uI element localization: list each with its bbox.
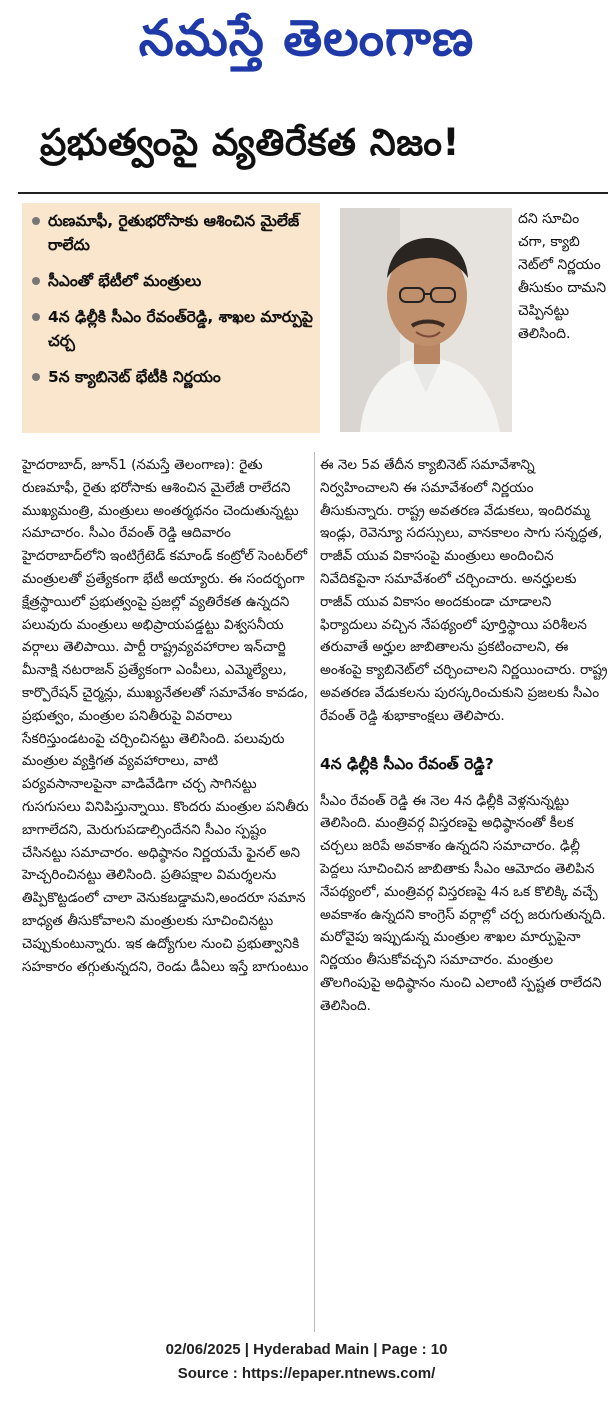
footer-source-line: Source : https://epaper.ntnews.com/ — [177, 1365, 436, 1382]
highlight-text: సీఎంతో భేటీలో మంత్రులు — [48, 272, 202, 290]
column-divider — [314, 452, 315, 1332]
highlights-box — [22, 203, 320, 433]
article-column-right — [320, 454, 610, 1018]
portrait-image — [340, 208, 512, 432]
highlight-item — [30, 209, 314, 257]
photo-side-text: దని సూచిం చగా, క్యాబి నెట్‌లో నిర్ణయం తీసుకుం దామని చెప్పినట్టు తెలిసింది. — [518, 211, 607, 342]
article-paragraph: ఈ నెల 5వ తేదీన క్యాబినెట్ సమావేశాన్ని నిర్వహించాలని ఈ సమావేశంలో నిర్ణయం తీసుకున్నారు. రాష్ట్ర అవతరణ వేడుకలు, ఇందిరమ్మ ఇండ్లు, రెవెన్యూ సదస్సులు, వానకాలం సాగు సన్నద్ధత, రాజీవ్ యువ వికాసంపై మంత్రులు అందించిన నివేదికపైనా సమావేశంలో చర్చించారు. అనర్హులకు రాజీవ్ యువ వికాసం అందకుండా చూడాలని ఫిర్యాదులు వచ్చిన నేపథ్యంలో పూర్తిస్థాయి పరిశీలన తరువాతే అర్హుల జాబితాలను ప్రకటించాలని, ఈ అంశంపై క్యాబినెట్‌లో చర్చించాలని నిర్ణయించారు. రాష్ట్ర అవతరణ వేడుకలను పురస్కరించుకుని ప్రజలకు సీఎం రేవంత్ రెడ్డి శుభాకాంక్షలు తెలిపారు. — [320, 457, 608, 724]
page-footer — [0, 1338, 613, 1386]
highlight-text: 4న ఢిల్లీకి సీఎం రేవంత్‌రెడ్డి, శాఖల మార్పుపై చర్చ — [48, 308, 313, 350]
masthead: నమస్తే తెలంగాణ — [138, 9, 475, 67]
article-paragraph: హైదరాబాద్, జూన్1 (నమస్తే తెలంగాణ): రైతు రుణమాఫీ, రైతు భరోసాకు ఆశించిన మైలేజీ రాలేదని ముఖ్యమంత్రి, మంత్రులు అంతర్మథనం చెందుతున్నట్టు సమాచారం. సీఎం రేవంత్ రెడ్డి ఆదివారం హైదరాబాద్‌లోని ఇంటిగ్రేటెడ్ కమాండ్ కంట్రోల్ సెంటర్‌లో మంత్రులతో ప్రత్యేకంగా భేటీ అయ్యారు. ఈ సందర్భంగా క్షేత్రస్థాయిలో ప్రభుత్వంపై ప్రజల్లో వ్యతిరేకత ఉన్నదని పలువురు మంత్రులు అభిప్రాయపడ్డట్టు విశ్వసనీయ వర్గాలు తెలిపాయి. పార్టీ రాష్ట్రవ్యవహారాల ఇన్‌చార్జి మీనాక్షి నటరాజన్ ప్రత్యేకంగా ఎంపీలు, ఎమ్మెల్యేలు, కార్పొరేషన్ చైర్మన్లు, ముఖ్యనేతలతో సమావేశం కావడం, ప్రభుత్వం, మంత్రుల పనితీరుపై వివరాలు సేకరిస్తుండటంపై చర్చించినట్టు తెలిసింది. పలువురు మంత్రుల వ్యక్తిగత వ్యవహారాలు, వాటి పర్యవసానాలపైనా వాడివేడిగా చర్చ సాగినట్టు గుసగుసలు వినిపిస్తున్నాయి. కొందరు మంత్రుల పనితీరు బాగాలేదని, మెరుగుపడాల్సిందేనని సీఎం స్పష్టం చేసినట్టు సమాచారం. అధిష్ఠానం నిర్ణయమే ఫైనల్ అని హెచ్చరించినట్టు తెలిసింది. ప్రతిపక్షాల విమర్శలను తిప్పికొట్టడంలో చాలా వెనుకబడ్డామని,అందరూ సమాన బాధ్యత తీసుకోవాలని మంత్రులకు సూచించినట్టు చెప్పుకుంటున్నారు. ఇక ఉద్యోగుల నుంచి ప్రభుత్వానికి సహకారం తగ్గుతున్నదని, రెండు డీఏలు ఇస్తే బాగుంటుం — [22, 457, 309, 975]
subheading: 4న ఢిల్లీకి సీఎం రేవంత్ రెడ్డి? — [320, 754, 494, 773]
bullet-icon — [32, 277, 40, 285]
highlight-item — [30, 305, 314, 353]
highlight-item — [30, 269, 314, 293]
article-paragraph: సీఎం రేవంత్ రెడ్డి ఈ నెల 4న ఢిల్లీకి వెళ్లనున్నట్టు తెలిసింది. మంత్రివర్గ విస్తరణపై అధిష్ఠానంతో కీలక చర్చలు జరిపే అవకాశం ఉన్నదని సమాచారం. ఢిల్లీ పెద్దలు సూచించిన జాబితాకు సీఎం ఆమోదం తెలిపిన నేపథ్యంలో, మంత్రివర్గ విస్తరణపై 4న ఒక కొలిక్కి వచ్చే అవకాశం ఉన్నదని కాంగ్రెస్ వర్గాల్లో చర్చ జరుగుతున్నది. మరోవైపు ఇప్పుడున్న మంత్రుల శాఖల మార్పుపైనా నిర్ణయం తీసుకోవచ్చని సమాచారం. మంత్రుల తొలగింపుపై అధిష్ఠానం నుంచి ఎలాంటి స్పష్టత రాలేదని తెలిసింది. — [320, 792, 606, 1014]
footer-date-line: 02/06/2025 | Hyderabad Main | Page : 10 — [165, 1341, 448, 1358]
chief-minister-photo — [340, 208, 512, 432]
highlight-text: 5న క్యాబినెట్ భేటీకి నిర్ణయం — [48, 368, 221, 386]
headline-rule — [18, 192, 608, 194]
headline: ప్రభుత్వంపై వ్యతిరేకత నిజం! — [40, 121, 460, 164]
bullet-icon — [32, 217, 40, 225]
bullet-icon — [32, 313, 40, 321]
highlight-text: రుణమాఫీ, రైతుభరోసాకు ఆశించిన మైలేజ్ రాలేదు — [48, 212, 300, 254]
bullet-icon — [32, 373, 40, 381]
article-column-left — [22, 454, 310, 978]
highlight-item — [30, 365, 314, 389]
